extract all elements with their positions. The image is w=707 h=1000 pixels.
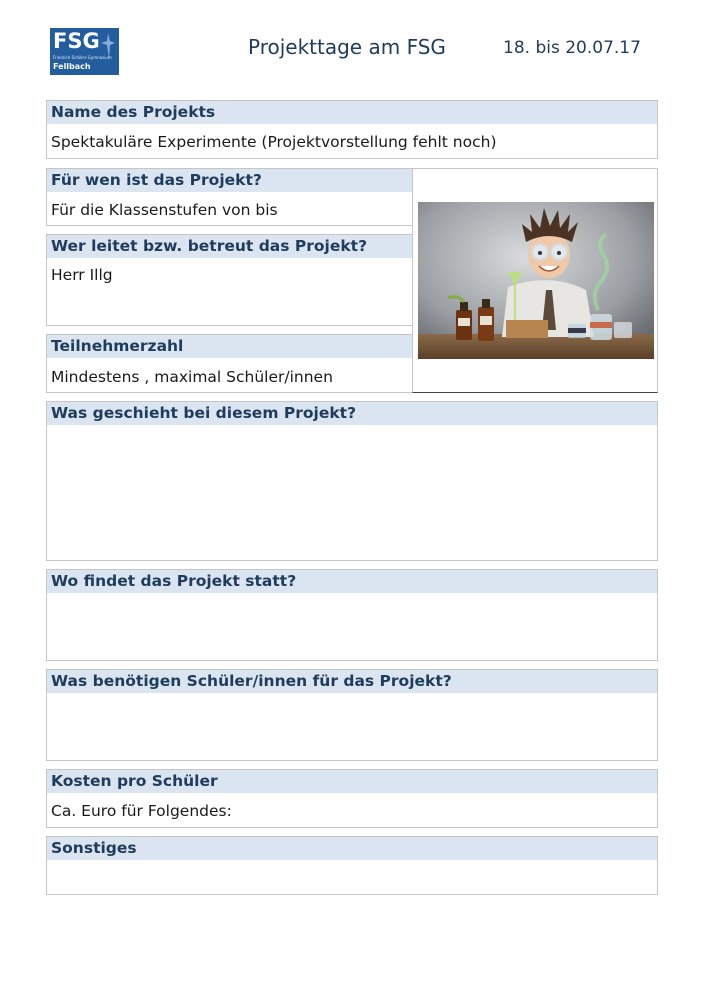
leader-section bbox=[46, 234, 413, 326]
requirements-label: Was benötigen Schüler/innen für das Projekt? bbox=[47, 670, 657, 693]
logo-city: Fellbach bbox=[53, 62, 91, 71]
location-label: Wo findet das Projekt statt? bbox=[47, 570, 657, 593]
target-group-value[interactable]: Für die Klassenstufen von bis bbox=[51, 201, 278, 219]
logo-text: FSG bbox=[53, 29, 100, 53]
participants-label: Teilnehmerzahl bbox=[47, 335, 412, 358]
leader-value[interactable]: Herr Illg bbox=[51, 266, 113, 284]
participants-section bbox=[46, 334, 413, 393]
cost-value[interactable]: Ca. Euro für Folgendes: bbox=[51, 802, 232, 820]
misc-label: Sonstiges bbox=[47, 837, 657, 860]
logo-school-name: Friedrich-Schiller-Gymnasium bbox=[53, 55, 112, 60]
description-section bbox=[46, 401, 658, 561]
target-group-label: Für wen ist das Projekt? bbox=[47, 169, 412, 192]
page-title: Projekttage am FSG bbox=[248, 35, 446, 59]
target-group-section bbox=[46, 168, 413, 226]
location-section bbox=[46, 569, 658, 661]
misc-section bbox=[46, 836, 658, 895]
leader-label: Wer leitet bzw. betreut das Projekt? bbox=[47, 235, 412, 258]
description-label: Was geschieht bei diesem Projekt? bbox=[47, 402, 657, 425]
cost-section bbox=[46, 769, 658, 828]
project-name-label: Name des Projekts bbox=[47, 101, 657, 124]
scientist-illustration bbox=[418, 202, 654, 359]
requirements-section bbox=[46, 669, 658, 761]
project-date: 18. bis 20.07.17 bbox=[503, 38, 641, 58]
project-photo-frame bbox=[412, 168, 658, 393]
fsg-logo bbox=[50, 28, 119, 75]
participants-value[interactable]: Mindestens , maximal Schüler/innen bbox=[51, 368, 333, 386]
cost-label: Kosten pro Schüler bbox=[47, 770, 657, 793]
project-name-section bbox=[46, 100, 658, 159]
project-photo bbox=[418, 202, 654, 359]
project-name-value[interactable]: Spektakuläre Experimente (Projektvorstellung fehlt noch) bbox=[51, 133, 497, 151]
